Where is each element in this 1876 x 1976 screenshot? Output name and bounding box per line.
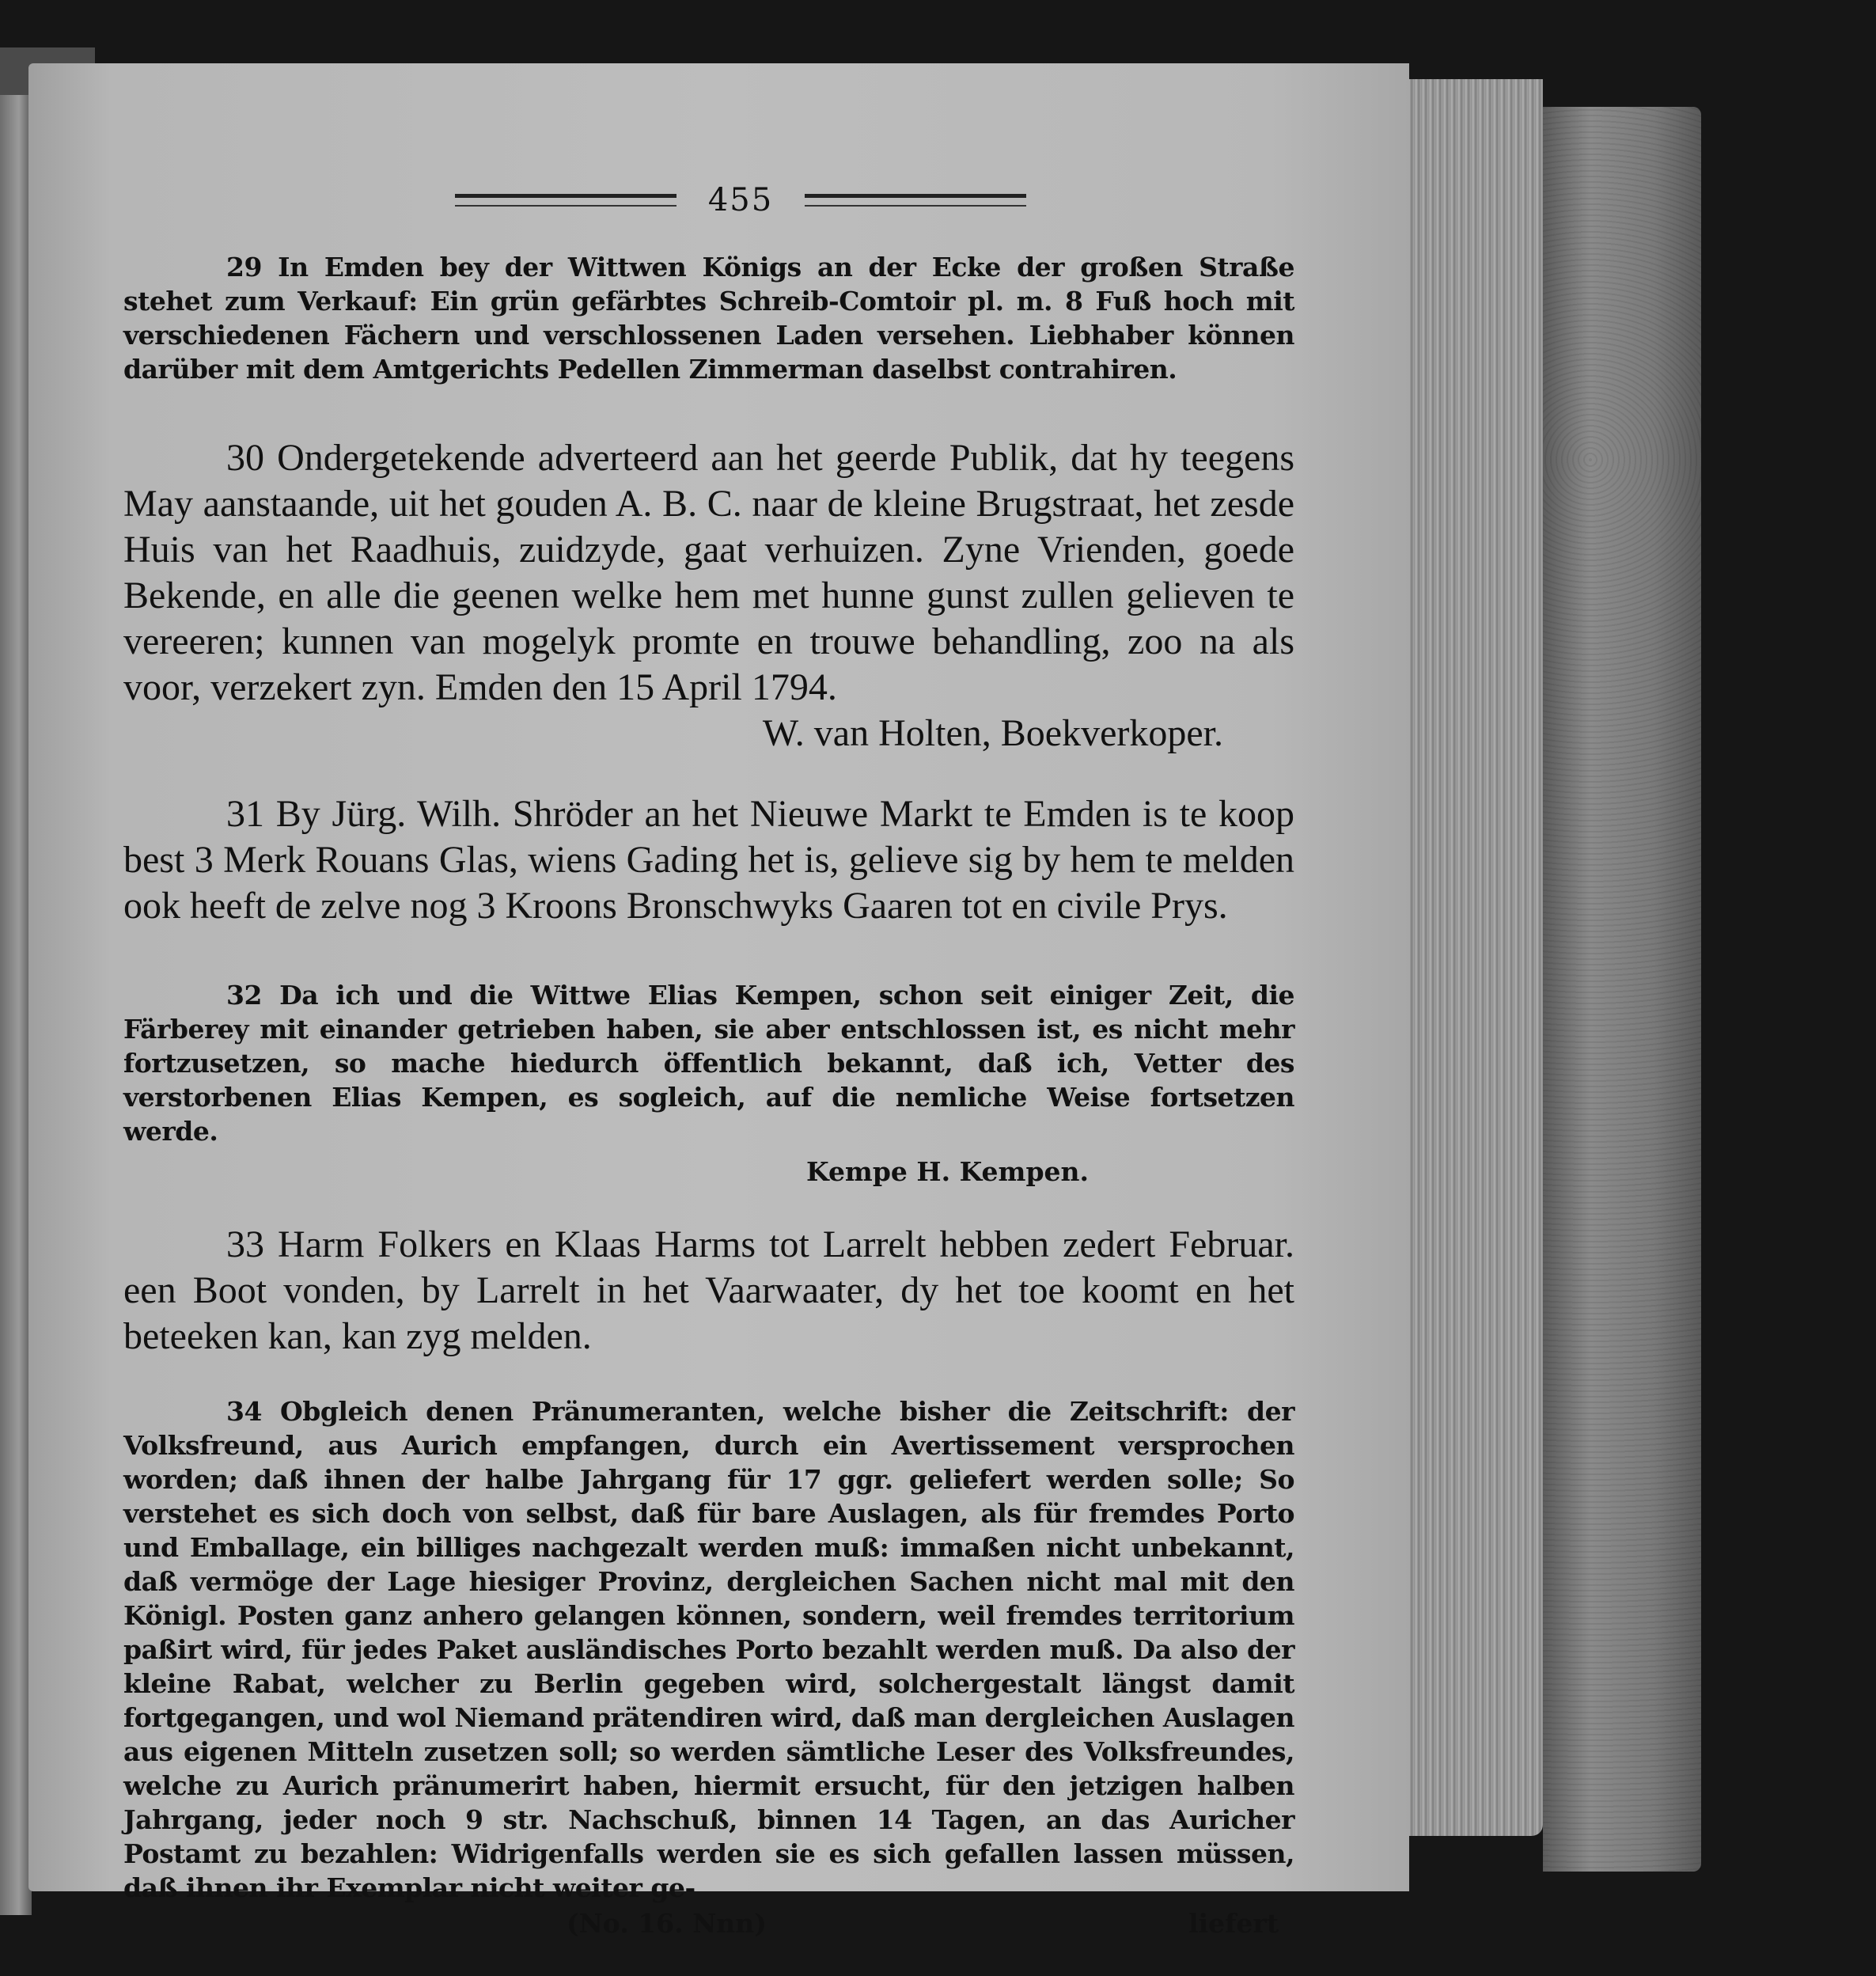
catchword: liefert: [1188, 1908, 1279, 1939]
page-number: 455: [707, 182, 774, 218]
header-rule-left: [455, 194, 676, 207]
paragraph-31: 31 By Jürg. Wilh. Shröder an het Nieuwe Markt te Emden is te koop best 3 Merk Rouans Glas, wiens Gading het is, gelieve sig by hem te melden ook heeft de zelve nog 3 Kroons Bronschwyks Gaaren tot en civile Prys.: [123, 793, 1294, 927]
signature-mark: (No. 16. Nnn): [567, 1908, 767, 1939]
paragraph-32-signature: Kempe H. Kempen.: [805, 1156, 1089, 1187]
paragraph-30-signature: W. van Holten, Boekverkoper.: [762, 712, 1223, 754]
header-rule-right: [805, 194, 1026, 207]
paragraph-30: 30 Ondergetekende adverteerd aan het geerde Publik, dat hy teegens May aanstaande, uit het gouden A. B. C. naar de kleine Brugstraat, het zesde Huis van het Raadhuis, zuidzyde, gaat verhuizen. Zyne Vrienden, goede Bekende, en alle die geenen welke hem met hunne gunst zullen gelieven te vereeren; kunnen van mogelyk promte en trouwe behandling, zoo na als voor, verzekert zyn. Emden den 15 April 1794.: [123, 437, 1294, 708]
book-spine: [1543, 107, 1701, 1872]
page-block-edges: [1393, 79, 1543, 1836]
book-page: [28, 63, 1409, 1939]
facing-page-edge: [0, 95, 32, 1915]
paragraph-32: 32 Da ich und die Wittwe Elias Kempen, schon seit einiger Zeit, die Färberey mit einander getrieben haben, sie aber entschlossen ist, es nicht mehr fortzusetzen, so mache hiedurch öffentlich bekannt, daß ich, Vetter des verstorbenen Elias Kempen, es sogleich, auf die nemliche Weise fortsetzen werde.: [123, 980, 1294, 1147]
page-text: [123, 182, 1294, 1939]
paragraph-29: 29 In Emden bey der Wittwen Königs an der Ecke der großen Straße stehet zum Verkauf: Ein grün gefärbtes Schreib-Comtoir pl. m. 8 Fuß hoch mit verschiedenen Fächern und verschlossenen Laden versehen. Liebhaber können darüber mit dem Amtgerichts Pedellen Zimmerman daselbst contrahiren.: [123, 252, 1294, 385]
paragraph-33: 33 Harm Folkers en Klaas Harms tot Larrelt hebben zedert Februar. een Boot vonden, by Larrelt in het Vaarwaater, dy het toe koomt en het beteeken kan, kan zyg melden.: [123, 1223, 1294, 1357]
paragraph-34: 34 Obgleich denen Pränumeranten, welche bisher die Zeitschrift: der Volksfreund, aus Aurich empfangen, durch ein Avertissement versprochen worden; daß ihnen der halbe Jahrgang für 17 ggr. geliefert werden solle; So verstehet es sich doch von selbst, daß für bare Auslagen, als für fremdes Porto und Emballage, ein billiges nachgezalt werden muß: immaßen nicht unbekannt, daß vermöge der Lage hiesiger Provinz, dergleichen Sachen nicht mal mit den Königl. Posten ganz anhero gelangen können, sondern, weil fremdes territorium paßirt wird, für jedes Paket ausländisches Porto bezahlt werden muß. Da also der kleine Rabat, welcher zu Berlin gegeben wird, solchergestalt längst damit fortgegangen, und wol Niemand prätendiren wird, daß man dergleichen Auslagen aus eigenen Mitteln zusetzen soll; so werden sämtliche Leser des Volksfreundes, welche zu Aurich pränumerirt haben, hiermit ersucht, für den jetzigen halben Jahrgang, jeder noch 9 str. Nachschuß, binnen 14 Tagen, an das Auricher Postamt zu bezahlen: Widrigenfalls werden sie es sich gefallen lassen müssen, daß ihnen ihr Exemplar nicht weiter ge-: [123, 1396, 1294, 1903]
page-footer: [123, 1908, 1294, 1939]
page-header: [187, 182, 1294, 218]
